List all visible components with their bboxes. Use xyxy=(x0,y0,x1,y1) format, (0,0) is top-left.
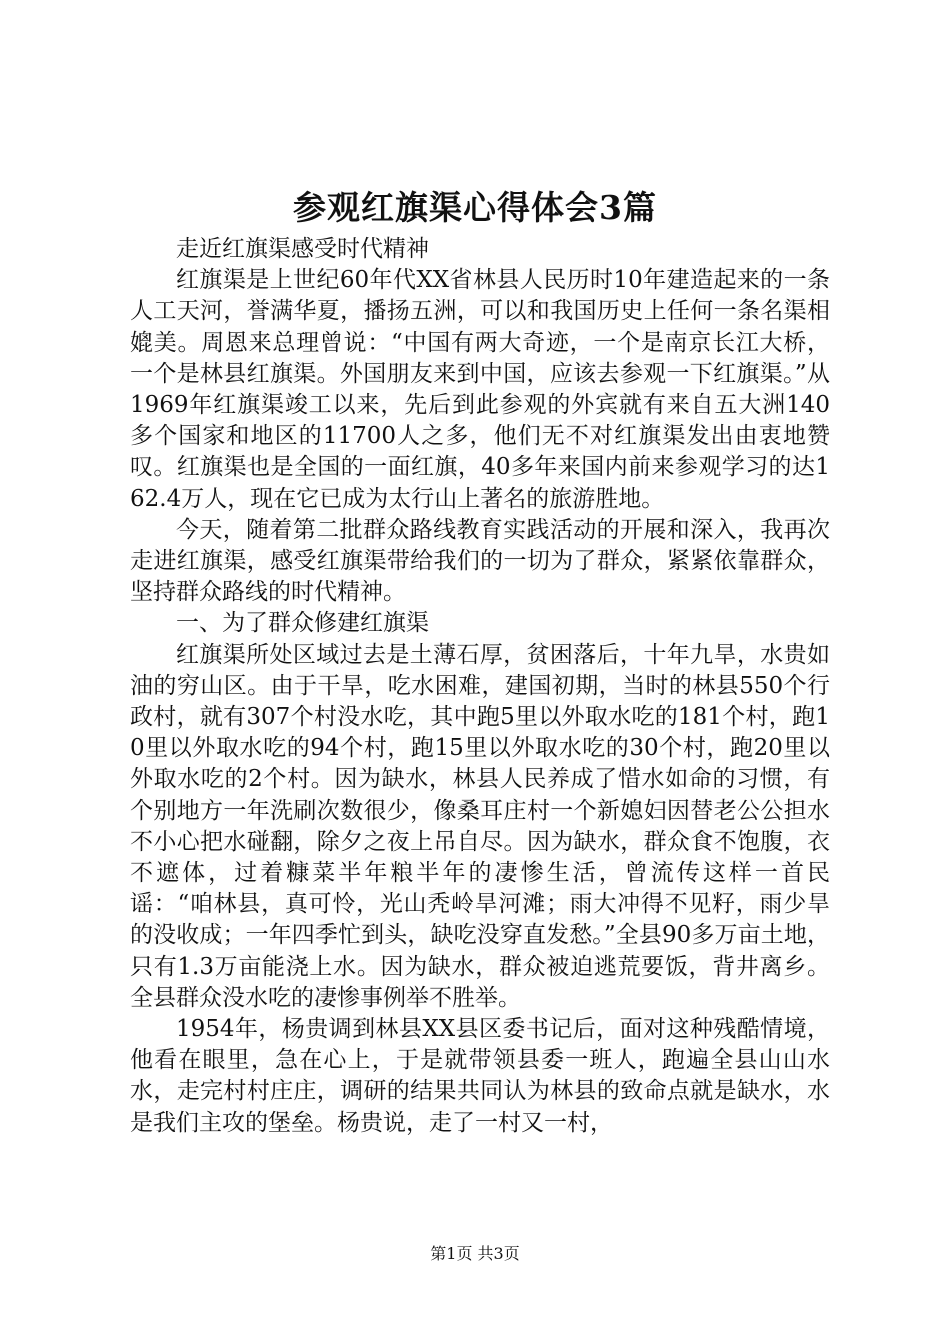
section-heading: 一、为了群众修建红旗渠 xyxy=(176,610,429,637)
page-footer: 第1页 共3页 xyxy=(430,1244,520,1263)
paragraph: 红旗渠是上世纪60年代XX省林县人民历时10年建造起来的一条人工天河，誉满华夏，播扬五洲，可以和我国历史上任何一条名渠相媲美。周恩来总理曾说：“中国有两大奇迹，一个是南京长江大桥，一个是林县红旗渠。外国朋友来到中国，应该去参观一下红旗渠。”从1969年红旗渠竣工以来，先后到此参观的外宾就有来自五大洲140多个国家和地区的11700人之多，他们无不对红旗渠发出由衷地赞叹。红旗渠也是全国的一面红旗，40多年来国内前来参观学习的达162.4万人，现在它已成为太行山上著名的旅游胜地。 xyxy=(130,267,830,512)
paragraph: 1954年，杨贵调到林县XX县区委书记后，面对这种残酷情境，他看在眼里，急在心上，于是就带领县委一班人，跑遍全县山山水水，走完村村庄庄，调研的结果共同认为林县的致命点就是缺水，水是我们主攻的堡垒。杨贵说，走了一村又一村， xyxy=(130,1016,830,1136)
paragraph: 红旗渠所处区域过去是土薄石厚，贫困落后，十年九旱，水贵如油的穷山区。由于干旱，吃水困难，建国初期，当时的林县550个行政村，就有307个村没水吃，其中跑5里以外取水吃的181个村，跑10里以外取水吃的94个村，跑15里以外取水吃的30个村，跑20里以外取水吃的2个村。因为缺水，林县人民养成了惜水如命的习惯，有个别地方一年洗刷次数很少，像桑耳庄村一个新媳妇因替老公公担水不小心把水碰翻，除夕之夜上吊自尽。因为缺水，群众食不饱腹，衣不遮体，过着糠菜半年粮半年的凄惨生活，曾流传这样一首民谣：“咱林县，真可怜，光山秃岭旱河滩；雨大冲得不见籽，雨少旱的没收成；一年四季忙到头，缺吃没穿直发愁。”全县90多万亩土地，只有1.3万亩能浇上水。因为缺水，群众被迫逃荒要饭，背井离乡。全县群众没水吃的凄惨事例举不胜举。 xyxy=(130,641,830,1011)
section-heading: 走近红旗渠感受时代精神 xyxy=(176,236,429,262)
page-title: 参观红旗渠心得体会3篇 xyxy=(293,188,657,227)
paragraph: 今天，随着第二批群众路线教育实践活动的开展和深入，我再次走进红旗渠，感受红旗渠带给我们的一切为了群众，紧紧依靠群众，坚持群众路线的时代精神。 xyxy=(130,516,830,606)
document-body xyxy=(130,234,830,1139)
